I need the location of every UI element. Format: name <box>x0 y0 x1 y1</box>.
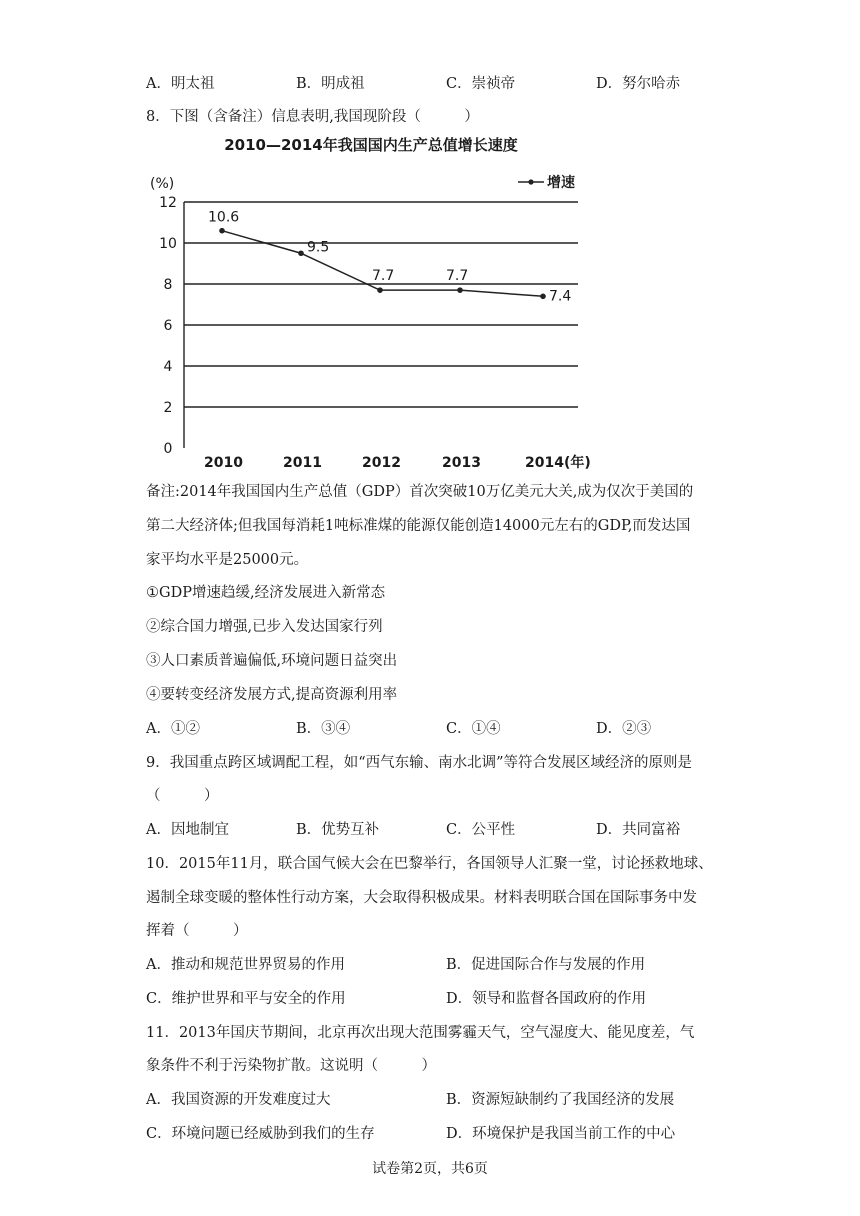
q8-statement-4: ④要转变经济发展方式,提高资源利用率 <box>146 687 398 703</box>
series-line <box>222 231 543 297</box>
y-tick-label: 2 <box>163 400 173 416</box>
q10-option-b: B．促进国际合作与发展的作用 <box>446 957 646 973</box>
q8-option-a: A．①② <box>146 721 200 737</box>
y-tick-label: 12 <box>159 195 177 211</box>
data-point <box>377 287 383 293</box>
chart-legend <box>518 174 575 191</box>
q11-stem-line-2: 象条件不利于污染物扩散。这说明（ ） <box>146 1058 436 1074</box>
x-tick-label: 2013 <box>442 455 481 471</box>
q7-option-b: B．明成祖 <box>296 76 365 92</box>
x-tick-label: 2014(年) <box>525 455 591 471</box>
q8-option-c: C．①④ <box>446 721 501 737</box>
chart-title: 2010—2014年我国国内生产总值增长速度 <box>224 136 518 154</box>
q8-note-line-2: 第二大经济体;但我国每消耗1吨标准煤的能源仅能创造14000元左右的GDP,而发达国 <box>146 518 691 534</box>
q10-option-d: D．领导和监督各国政府的作用 <box>446 991 647 1007</box>
data-point <box>219 228 225 234</box>
q8-option-d: D．②③ <box>596 721 652 737</box>
y-tick-label: 10 <box>159 236 177 252</box>
q7-option-c: C．崇祯帝 <box>446 76 516 92</box>
data-point <box>457 287 463 293</box>
gdp-growth-chart <box>146 128 596 473</box>
q7-option-d: D．努尔哈赤 <box>596 76 681 92</box>
q8-stem: 8．下图（含备注）信息表明,我国现阶段（ ） <box>146 109 479 125</box>
q11-option-d: D．环境保护是我国当前工作的中心 <box>446 1126 676 1142</box>
y-tick-label: 6 <box>163 318 173 334</box>
q11-stem-line-1: 11．2013年国庆节期间，北京再次出现大范围雾霾天气，空气湿度大、能见度差，气 <box>146 1025 695 1041</box>
x-tick-label: 2012 <box>362 455 401 471</box>
q11-option-a: A．我国资源的开发难度过大 <box>146 1092 331 1108</box>
q10-option-c: C．维护世界和平与安全的作用 <box>146 991 346 1007</box>
y-tick-label: 4 <box>163 359 173 375</box>
legend-marker <box>528 179 533 184</box>
q9-option-c: C．公平性 <box>446 822 516 838</box>
legend-label: 增速 <box>547 175 575 191</box>
y-axis-label: (%) <box>150 176 175 192</box>
data-label: 7.7 <box>372 268 395 285</box>
q9-stem-line-2: （ ） <box>146 788 219 804</box>
q8-statement-3: ③人口素质普遍偏低,环境问题日益突出 <box>146 653 398 669</box>
q8-option-b: B．③④ <box>296 721 351 737</box>
q8-note-line-3: 家平均水平是25000元。 <box>146 552 309 568</box>
page-footer: 试卷第2页，共6页 <box>372 1161 488 1177</box>
data-label: 7.7 <box>446 268 469 285</box>
x-tick-label: 2011 <box>283 455 322 471</box>
y-tick-label: 0 <box>163 441 173 457</box>
y-tick-label: 8 <box>163 277 173 293</box>
q9-option-b: B．优势互补 <box>296 822 380 838</box>
q8-note-line-1: 备注:2014年我国国内生产总值（GDP）首次突破10万亿美元大关,成为仅次于美国的 <box>146 484 694 500</box>
q7-option-a: A．明太祖 <box>146 76 215 92</box>
q11-option-c: C．环境问题已经威胁到我们的生存 <box>146 1126 375 1142</box>
q10-stem-line-1: 10．2015年11月，联合国气候大会在巴黎举行，各国领导人汇聚一堂，讨论拯救地球、 <box>146 856 713 872</box>
q8-statement-2: ②综合国力增强,已步入发达国家行列 <box>146 619 383 635</box>
q11-option-b: B．资源短缺制约了我国经济的发展 <box>446 1092 675 1108</box>
data-point <box>298 250 304 256</box>
data-label: 9.5 <box>307 239 330 256</box>
q10-stem-line-3: 挥着（ ） <box>146 923 248 939</box>
q9-option-a: A．因地制宜 <box>146 822 229 838</box>
data-label: 10.6 <box>208 209 240 226</box>
q8-statement-1: ①GDP增速趋缓,经济发展进入新常态 <box>146 585 386 601</box>
data-label: 7.4 <box>549 288 572 305</box>
q9-option-d: D．共同富裕 <box>596 822 681 838</box>
q10-stem-line-2: 遏制全球变暖的整体性行动方案，大会取得积极成果。材料表明联合国在国际事务中发 <box>146 890 697 906</box>
x-tick-label: 2010 <box>204 455 243 471</box>
data-point <box>540 294 546 300</box>
q10-option-a: A．推动和规范世界贸易的作用 <box>146 957 345 973</box>
q9-stem-line-1: 9．我国重点跨区域调配工程，如“西气东输、南水北调”等符合发展区域经济的原则是 <box>146 755 693 771</box>
